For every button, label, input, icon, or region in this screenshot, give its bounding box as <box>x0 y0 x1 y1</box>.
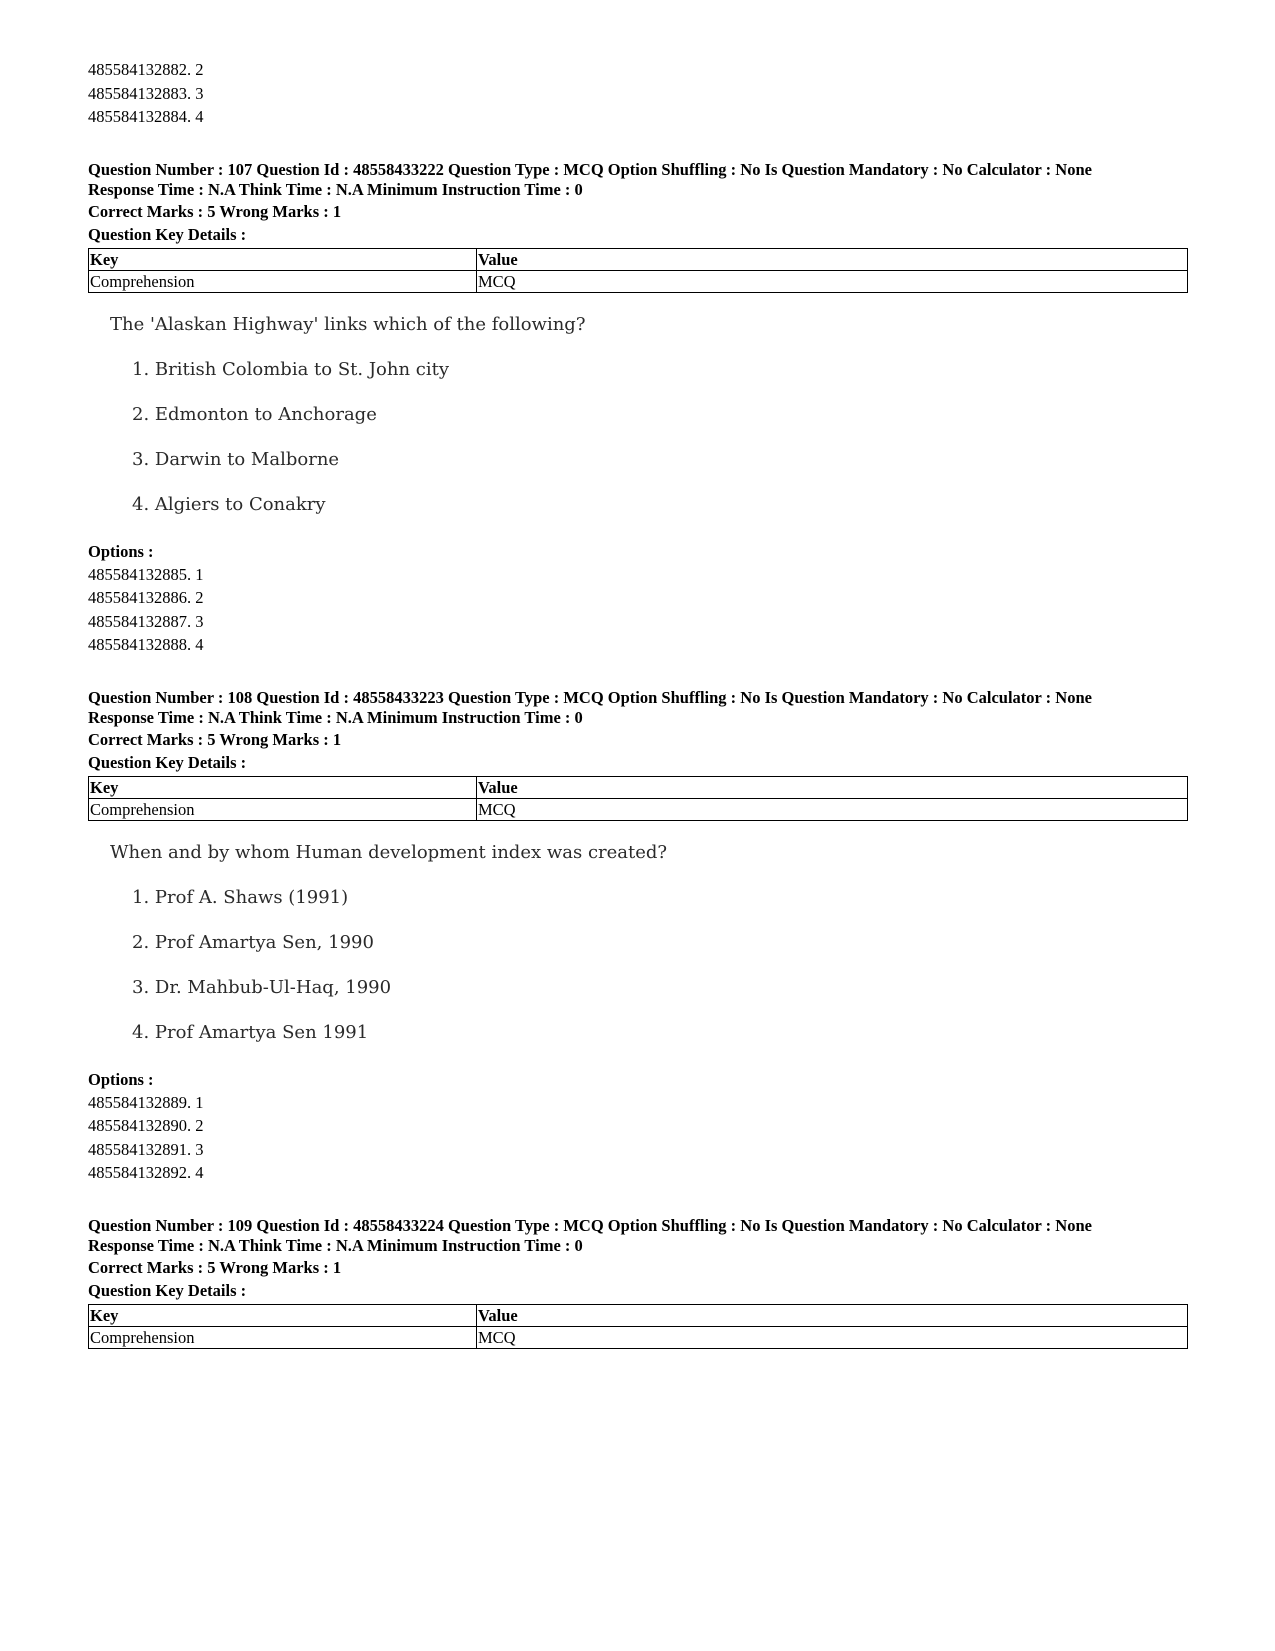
table-cell-key: Comprehension <box>89 1326 477 1348</box>
question-content <box>110 312 1188 518</box>
question-block-109 <box>88 1216 1188 1349</box>
table-cell-value: MCQ <box>477 1326 1188 1348</box>
key-details-table <box>88 248 1188 293</box>
key-details-label: Question Key Details : <box>88 1280 247 1300</box>
choice-item: 3. Darwin to Malborne <box>132 448 340 470</box>
table-row <box>89 270 1188 292</box>
choice-item: 4. Prof Amartya Sen 1991 <box>132 1021 369 1043</box>
table-row <box>89 1326 1188 1348</box>
option-line: 485584132882. 2 <box>88 60 204 79</box>
choice-list <box>110 357 1188 518</box>
question-block-107 <box>88 160 1188 657</box>
key-details-table <box>88 776 1188 821</box>
choice-item: 3. Dr. Mahbub-Ul-Haq, 1990 <box>132 976 392 998</box>
table-cell-value: MCQ <box>477 798 1188 820</box>
option-line: 485584132883. 3 <box>88 83 204 103</box>
question-timing: Response Time : N.A Think Time : N.A Minimum Instruction Time : 0 <box>88 1235 583 1255</box>
question-timing: Response Time : N.A Think Time : N.A Minimum Instruction Time : 0 <box>88 707 583 727</box>
choice-item: 2. Prof Amartya Sen, 1990 <box>132 931 374 953</box>
table-cell-key: Comprehension <box>89 798 477 820</box>
choice-item: 1. Prof A. Shaws (1991) <box>132 886 349 908</box>
choice-list <box>110 885 1188 1046</box>
table-cell-key: Comprehension <box>89 270 477 292</box>
options-label: Options : <box>88 541 154 561</box>
question-header: Question Number : 107 Question Id : 48558433222 Question Type : MCQ Option Shuffling : No Is Question Mandatory : No Calculator : None <box>88 159 1092 179</box>
table-header-row <box>89 776 1188 798</box>
question-text: When and by whom Human development index was created? <box>110 841 668 863</box>
question-block-108 <box>88 688 1188 1185</box>
question-header: Question Number : 109 Question Id : 48558433224 Question Type : MCQ Option Shuffling : No Is Question Mandatory : No Calculator : None <box>88 1215 1092 1235</box>
key-details-table <box>88 1304 1188 1349</box>
option-line: 485584132885. 1 <box>88 564 204 584</box>
table-head-value: Value <box>477 1304 1188 1326</box>
question-text: The 'Alaskan Highway' links which of the following? <box>110 313 586 335</box>
question-marks: Correct Marks : 5 Wrong Marks : 1 <box>88 201 342 221</box>
carryover-options <box>88 58 1188 129</box>
table-header-row <box>89 248 1188 270</box>
option-line: 485584132886. 2 <box>88 588 204 607</box>
option-line: 485584132887. 3 <box>88 611 204 631</box>
option-line: 485584132884. 4 <box>88 107 204 126</box>
question-marks: Correct Marks : 5 Wrong Marks : 1 <box>88 1257 342 1277</box>
options-label: Options : <box>88 1069 154 1089</box>
table-head-key: Key <box>89 1304 477 1326</box>
table-row <box>89 798 1188 820</box>
question-header: Question Number : 108 Question Id : 48558433223 Question Type : MCQ Option Shuffling : No Is Question Mandatory : No Calculator : None <box>88 687 1092 707</box>
option-line: 485584132891. 3 <box>88 1139 204 1159</box>
key-details-label: Question Key Details : <box>88 224 247 244</box>
option-line: 485584132892. 4 <box>88 1163 204 1182</box>
table-header-row <box>89 1304 1188 1326</box>
key-details-label: Question Key Details : <box>88 752 247 772</box>
choice-item: 1. British Colombia to St. John city <box>132 358 450 380</box>
option-line: 485584132888. 4 <box>88 635 204 654</box>
table-head-value: Value <box>477 776 1188 798</box>
option-line: 485584132889. 1 <box>88 1092 204 1112</box>
table-cell-value: MCQ <box>477 270 1188 292</box>
question-timing: Response Time : N.A Think Time : N.A Minimum Instruction Time : 0 <box>88 179 583 199</box>
choice-item: 2. Edmonton to Anchorage <box>132 403 377 425</box>
table-head-value: Value <box>477 248 1188 270</box>
table-head-key: Key <box>89 248 477 270</box>
choice-item: 4. Algiers to Conakry <box>132 493 326 515</box>
question-marks: Correct Marks : 5 Wrong Marks : 1 <box>88 729 342 749</box>
option-line: 485584132890. 2 <box>88 1116 204 1135</box>
table-head-key: Key <box>89 776 477 798</box>
document-page <box>88 58 1188 1349</box>
question-content <box>110 840 1188 1046</box>
